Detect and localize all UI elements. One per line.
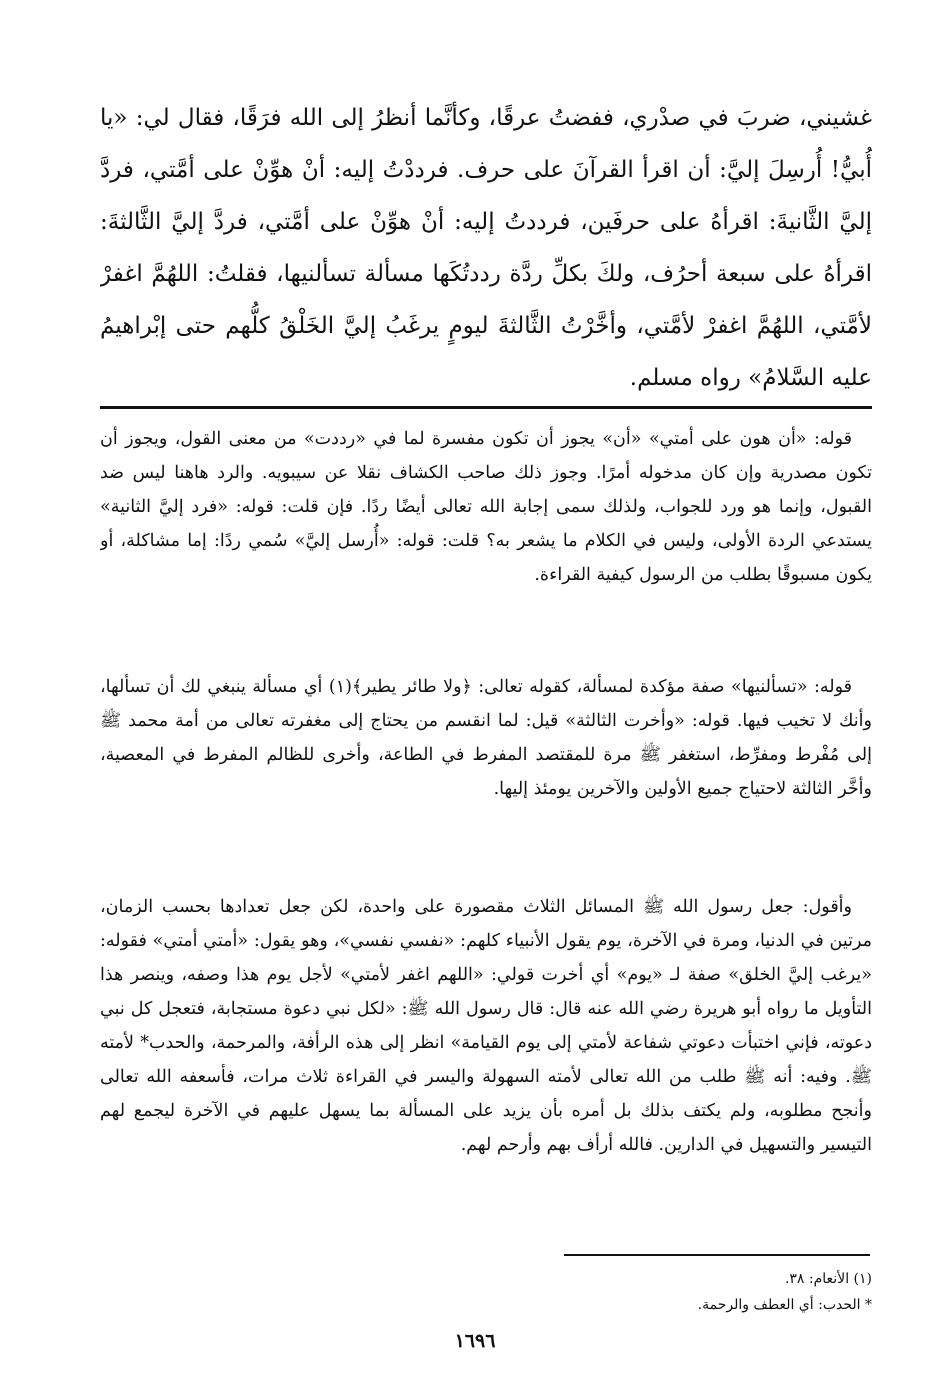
footnote-2: * الحدب: أي العطف والرحمة.	[697, 1297, 872, 1313]
hadith-block	[100, 92, 872, 404]
hadith-text: غشيني، ضربَ في صدْري، ففضتُ عرقًا، وكأنَّما أنظرُ إلى الله فرَقًا، فقال لي: «يا أُبيُّ! أُرسِلَ إليَّ: أن اقرأ القرآنَ على حرف. فرددْتُ إليه: أنْ هوِّنْ على أمَّتي، فردَّ إليَّ الثَّانيةَ: اقرأهُ على حرفَين، فرددتُ إليه: أنْ هوِّنْ على أمَّتي، فردَّ إليَّ الثَّالثةَ: اقرأهُ على سبعة أحرُف، ولكَ بكلِّ ردَّة رددتُكَها مسألة تسألنيها، فقلتُ: اللهُمَّ اغفرْ لأمَّتي، اللهُمَّ اغفرْ لأمَّتي، وأخَّرْتُ الثَّالثةَ ليومٍ يرغَبُ إليَّ الخَلْقُ كلُّهم حتى إبْراهيمُ عليه السَّلامُ» رواه مسلم.	[100, 105, 872, 391]
commentary-paragraph-2: قوله: «تسألنيها» صفة مؤكدة لمسألة، كقوله تعالى: ﴿ولا طائر يطير﴾(١) أي مسألة ينبغي لك أن تسألها، وأنك لا تخيب فيها. قوله: «وأخرت الثالثة» قيل: لما انقسم من يحتاج إلى مغفرته تعالى من أمة محمد ﷺ إلى مُفْرط ومفرِّط، استغفر ﷺ مرة للمقتصد المفرط في الطاعة، وأخرى للظالم المفرط في المعصية، وأخَّر الثالثة لاحتياج جميع الأولين والآخرين يومئذ إليها.	[100, 677, 872, 799]
hadith-separator-rule	[100, 406, 872, 409]
commentary-block	[100, 422, 872, 1230]
commentary-paragraph-3: وأقول: جعل رسول الله ﷺ المسائل الثلاث مقصورة على واحدة، لكن جعل تعدادها بحسب الزمان، مرتين في الدنيا، ومرة في الآخرة، يوم يقول الأنبياء كلهم: «نفسي نفسي»، وهو يقول: «أمتي أمتي» فقوله: «يرغب إليَّ الخلق» صفة لـ «يوم» أي أخرت قولي: «اللهم اغفر لأمتي» لأجل يوم هذا وصفه، وينصر هذا التأويل ما رواه أبو هريرة رضي الله عنه قال: قال رسول الله ﷺ: «لكل نبي دعوة مستجابة، فتعجل كل نبي دعوته، فإني اختبأت دعوتي شفاعة لأمتي إلى يوم القيامة» انظر إلى هذه الرأفة، والمرحمة، والحدب* لأمته ﷺ. وفيه: أنه ﷺ طلب من الله تعالى لأمته السهولة واليسر في القراءة ثلاث مرات، فأسعفه الله تعالى وأنجح مطلوبه، ولم يكتف بذلك بل أمره بأن يزيد على المسألة بما يسهل عليهم في الآخرة ليجمع لهم التيسير والتسهيل في الدارين. فالله أرأف بهم وأرحم لهم.	[100, 897, 872, 1155]
footnote-separator-rule	[564, 1254, 870, 1256]
footnotes	[560, 1266, 872, 1318]
commentary-paragraph-1: قوله: «أن هون على أمتي» «أن» يجوز أن تكون مفسرة لما في «رددت» من معنى القول، ويجوز أن تكون مصدرية وإن كان مدخوله أمرًا. وجوز ذلك صاحب الكشاف نقلا عن سيبويه. والرد هاهنا ليس ضد القبول، وإنما هو ورد للجواب، ولذلك سمى إجابة الله تعالى أيضًا ردًا. فإن قلت: قوله: «فرد إليَّ الثانية» يستدعي الردة الأولى، وليس في الكلام ما يشعر به؟ قلت: قوله: «أُرسل إليَّ» سُمي ردًا: إما مشاكلة، أو يكون مسبوقًا بطلب من الرسول كيفية القراءة.	[100, 429, 872, 585]
page-number: ١٦٩٦	[454, 1330, 496, 1352]
footnote-1: (١) الأنعام: ٣٨.	[784, 1271, 872, 1287]
